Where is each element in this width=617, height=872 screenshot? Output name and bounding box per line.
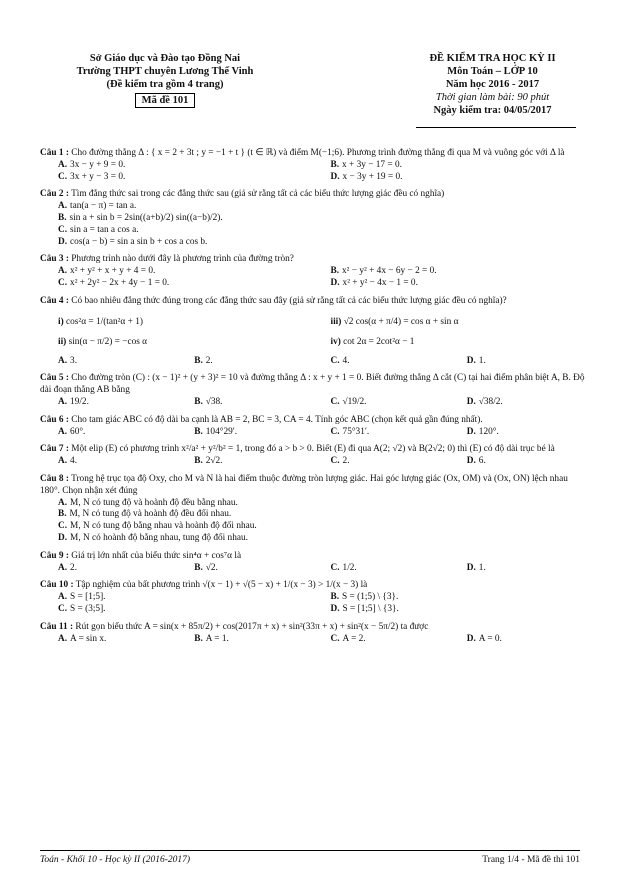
answer-options: [40, 160, 585, 184]
question-label: Câu 5 :: [40, 373, 69, 384]
question-text: Cho tam giác ABC có độ dài ba cạnh là AB = 2, BC = 3, CA = 4. Tính góc ABC (chọn kết quả gần đúng nhất).: [71, 414, 483, 425]
option-key: C.: [58, 277, 68, 288]
answer-option: [40, 498, 585, 510]
question-stem: [40, 474, 585, 498]
answer-option: [40, 213, 585, 225]
option-text: 3.: [70, 355, 78, 366]
answer-option: [40, 278, 313, 290]
answer-options: [40, 397, 585, 409]
answer-option: [40, 160, 313, 172]
option-key: B.: [194, 562, 203, 573]
option-key: D.: [466, 426, 476, 437]
option-key: A.: [58, 266, 68, 277]
answer-option: [176, 634, 312, 646]
answer-options: [40, 498, 585, 545]
spacer: [40, 647, 585, 651]
school-name: Trường THPT chuyên Lương Thế Vinh: [76, 66, 254, 77]
question: [40, 622, 585, 646]
answer-options: [40, 356, 585, 368]
question: [40, 444, 585, 468]
answer-option: [40, 592, 313, 604]
option-key: B.: [330, 592, 340, 603]
option-key: A.: [58, 396, 68, 407]
option-text: x² + y² − 4x − 1 = 0.: [342, 277, 418, 288]
option-key: D.: [330, 171, 340, 182]
question-stem: [40, 580, 585, 592]
option-text: M, N có tung độ và hoành độ đều đối nhau.: [69, 509, 232, 520]
option-key: A.: [58, 592, 68, 603]
option-key: B.: [330, 159, 340, 170]
question: [40, 254, 585, 289]
statement-list: [40, 312, 585, 352]
statement-text: cos²α = 1/(tan²α + 1): [66, 316, 143, 327]
question-label: Câu 8 :: [40, 473, 69, 484]
answer-option: [40, 509, 585, 521]
answer-options: [40, 456, 585, 468]
question-text: Một elip (E) có phương trình x²/a² + y²/b² = 1, trong đó a > b > 0. Biết (E) đi qua A(2; √2) và B(2√2; 0) thì (E) có độ dài trục bé là: [71, 444, 555, 455]
question-label: Câu 10 :: [40, 580, 74, 591]
question: [40, 551, 585, 575]
option-text: M, N có tung độ và hoành độ đều bằng nhau.: [70, 497, 238, 508]
answer-option: [40, 427, 176, 439]
option-key: B.: [58, 509, 67, 520]
question: [40, 296, 585, 368]
question-stem: [40, 189, 585, 201]
answer-options: [40, 592, 585, 616]
answer-option: [313, 563, 449, 575]
answer-option: [40, 456, 176, 468]
statement-key: iv): [330, 336, 341, 347]
option-text: x² + 2y² − 2x + 4y − 1 = 0.: [70, 277, 170, 288]
question-text: Cho đường tròn (C) : (x − 1)² + (y + 3)² = 10 và đường thẳng Δ : x + y + 1 = 0. Biết đường thẳng Δ cắt (C) tại hai điểm phân biệt A, B. Độ dài đoạn thẳng AB bằng: [40, 373, 585, 396]
answer-option: [40, 563, 176, 575]
header-rule: [416, 127, 576, 128]
answer-option: [449, 427, 585, 439]
option-key: D.: [330, 603, 340, 614]
answer-option: [40, 397, 176, 409]
question-stem: [40, 296, 585, 308]
option-text: 60°.: [70, 426, 86, 437]
subject: Môn Toán – LỚP 10: [447, 66, 538, 77]
question: [40, 189, 585, 248]
option-text: tan(a − π) = tan a.: [70, 201, 137, 212]
question-stem: [40, 373, 585, 397]
option-key: D.: [466, 396, 476, 407]
answer-option: [40, 533, 585, 545]
option-text: 4.: [70, 456, 78, 467]
answer-option: [313, 356, 449, 368]
answer-option: [40, 172, 313, 184]
question-stem: [40, 415, 585, 427]
question-text: Giá trị lớn nhất của biểu thức sin⁴α + cos⁷α là: [71, 550, 242, 561]
option-text: √19/2.: [342, 396, 367, 407]
answer-option: [449, 397, 585, 409]
option-text: x − 3y + 19 = 0.: [342, 171, 403, 182]
option-key: D.: [466, 633, 476, 644]
question-text: Phương trình nào dưới đây là phương trình của đường tròn?: [71, 254, 294, 265]
answer-option: [40, 604, 313, 616]
footer-left: Toán - Khối 10 - Học kỳ II (2016-2017): [40, 855, 191, 865]
option-key: A.: [58, 633, 68, 644]
pages-note: (Đề kiểm tra gồm 4 trang): [106, 79, 224, 90]
answer-options: [40, 563, 585, 575]
option-key: C.: [330, 633, 340, 644]
option-text: √38.: [205, 396, 223, 407]
answer-option: [313, 634, 449, 646]
option-key: B.: [330, 266, 340, 277]
statement-text: cot 2α = 2cot²α − 1: [343, 336, 415, 347]
answer-option: [313, 592, 586, 604]
question-label: Câu 11 :: [40, 621, 74, 632]
option-text: 2√2.: [205, 456, 223, 467]
option-key: B.: [194, 456, 203, 467]
option-text: S = [1;5] \ {3}.: [342, 603, 399, 614]
option-text: S = (1;5) \ {3}.: [342, 592, 399, 603]
option-key: C.: [330, 396, 340, 407]
option-text: M, N có tung độ bằng nhau và hoành độ đối nhau.: [70, 521, 257, 532]
question: [40, 415, 585, 439]
answer-option: [313, 456, 449, 468]
option-text: 120°.: [478, 426, 499, 437]
option-key: B.: [58, 212, 67, 223]
exam-date: Ngày kiểm tra: 04/05/2017: [433, 105, 552, 116]
option-key: C.: [58, 171, 68, 182]
answer-options: [40, 266, 585, 290]
statement: [40, 312, 313, 332]
department: Sở Giáo dục và Đào tạo Đồng Nai: [89, 53, 241, 64]
answer-option: [313, 397, 449, 409]
answer-option: [449, 563, 585, 575]
option-key: B.: [194, 633, 203, 644]
option-text: x² − y² + 4x − 6y − 2 = 0.: [342, 266, 437, 277]
option-key: A.: [58, 456, 68, 467]
answer-options: [40, 201, 585, 248]
question-label: Câu 4 :: [40, 295, 69, 306]
option-key: C.: [330, 426, 340, 437]
question: [40, 373, 585, 408]
question-label: Câu 3 :: [40, 254, 69, 265]
option-key: B.: [194, 396, 203, 407]
option-key: A.: [58, 497, 68, 508]
question-text: Có bao nhiêu đẳng thức đúng trong các đẳng thức sau đây (giả sử rằng tất cả các biểu thức lượng giác đều có nghĩa)?: [71, 295, 507, 306]
answer-option: [40, 356, 176, 368]
answer-option: [176, 427, 312, 439]
option-key: C.: [330, 456, 340, 467]
option-key: A.: [58, 159, 68, 170]
answer-option: [313, 172, 586, 184]
option-text: A = 1.: [205, 633, 229, 644]
option-key: A.: [58, 201, 68, 212]
answer-options: [40, 634, 585, 646]
question-label: Câu 7 :: [40, 444, 69, 455]
option-key: C.: [58, 521, 68, 532]
option-text: A = 2.: [342, 633, 366, 644]
option-text: S = (3;5].: [70, 603, 106, 614]
footer-right: Trang 1/4 - Mã đề thi 101: [482, 855, 580, 865]
option-text: 19/2.: [70, 396, 89, 407]
option-key: C.: [330, 562, 340, 573]
statement-key: ii): [58, 336, 67, 347]
option-key: D.: [466, 355, 476, 366]
question-stem: [40, 444, 585, 456]
option-text: sin a + sin b = 2sin((a+b)/2) sin((a−b)/2).: [69, 212, 223, 223]
page-footer: [40, 850, 580, 865]
option-text: x² + y² + x + y + 4 = 0.: [70, 266, 156, 277]
answer-option: [40, 225, 585, 237]
question-label: Câu 6 :: [40, 414, 69, 425]
statement: [40, 332, 313, 352]
question-stem: [40, 551, 585, 563]
answer-option: [40, 521, 585, 533]
answer-option: [313, 266, 586, 278]
option-text: 2.: [342, 456, 350, 467]
question-list: [40, 148, 585, 651]
statement-text: sin(α − π/2) = −cos α: [68, 336, 148, 347]
question-label: Câu 9 :: [40, 550, 69, 561]
answer-options: [40, 427, 585, 439]
question-text: Cho đường thẳng Δ : { x = 2 + 3t ; y = −1 + t } (t ∈ ℝ) và điểm M(−1;6). Phương trình đường thẳng đi qua M và vuông góc với Δ là: [71, 148, 565, 158]
statement-text: √2 cos(α + π/4) = cos α + sin α: [343, 316, 459, 327]
school-year: Năm học 2016 - 2017: [445, 79, 540, 90]
option-key: D.: [330, 277, 340, 288]
option-text: 75°31′.: [342, 426, 370, 437]
answer-option: [40, 201, 585, 213]
option-text: cos(a − b) = sin a sin b + cos a cos b.: [70, 236, 208, 247]
exam-title: ĐỀ KIỂM TRA HỌC KỲ II: [429, 53, 556, 64]
option-text: A = 0.: [478, 633, 502, 644]
option-key: B.: [194, 426, 203, 437]
header-left: [40, 52, 290, 108]
option-key: C.: [58, 224, 68, 235]
option-text: √2.: [205, 562, 218, 573]
option-key: A.: [58, 426, 68, 437]
option-text: √38/2.: [478, 396, 503, 407]
answer-option: [176, 563, 312, 575]
statement-key: i): [58, 316, 64, 327]
option-text: 1/2.: [342, 562, 357, 573]
question: [40, 580, 585, 615]
option-text: 2.: [70, 562, 78, 573]
question: [40, 474, 585, 545]
option-text: 104°29′.: [205, 426, 238, 437]
question-text: Rút gọn biểu thức A = sin(x + 85π/2) + cos(2017π + x) + sin²(33π + x) + sin²(x − 5π/2) ta được: [75, 621, 429, 632]
option-text: 2.: [205, 355, 213, 366]
question-label: Câu 1 :: [40, 148, 69, 158]
option-text: 1.: [478, 355, 486, 366]
option-text: x + 3y − 17 = 0.: [342, 159, 402, 170]
question-stem: [40, 622, 585, 634]
question-text: Tập nghiệm của bất phương trình √(x − 1) + √(5 − x) + 1/(x − 3) > 1/(x − 3) là: [75, 580, 368, 591]
option-text: S = [1;5].: [70, 592, 106, 603]
question: [40, 148, 585, 183]
answer-option: [449, 634, 585, 646]
statement: [313, 332, 586, 352]
question-label: Câu 2 :: [40, 189, 69, 200]
question-stem: [40, 254, 585, 266]
answer-option: [449, 456, 585, 468]
exam-code: Mã đề 101: [135, 93, 196, 108]
option-text: sin a = tan a cos a.: [70, 224, 139, 235]
answer-option: [176, 356, 312, 368]
option-key: C.: [58, 603, 68, 614]
option-key: A.: [58, 562, 68, 573]
answer-option: [40, 634, 176, 646]
option-text: M, N có hoành độ bằng nhau, tung độ đối nhau.: [70, 532, 248, 543]
answer-option: [176, 456, 312, 468]
question-stem: [40, 148, 585, 160]
option-key: D.: [466, 456, 476, 467]
answer-option: [313, 278, 586, 290]
answer-option: [40, 266, 313, 278]
statement-key: iii): [330, 316, 342, 327]
answer-option: [40, 237, 585, 249]
option-text: 3x − y + 9 = 0.: [70, 159, 126, 170]
duration: Thời gian làm bài: 90 phút: [435, 92, 550, 103]
option-key: A.: [58, 355, 68, 366]
header-right: [395, 52, 590, 117]
option-text: 6.: [478, 456, 486, 467]
option-text: 1.: [478, 562, 486, 573]
answer-option: [313, 160, 586, 172]
question-text: Tìm đẳng thức sai trong các đẳng thức sau (giả sử rằng tất cả các biểu thức lượng giác đều có nghĩa): [71, 189, 445, 200]
option-text: 4.: [342, 355, 350, 366]
option-key: C.: [330, 355, 340, 366]
option-key: D.: [58, 532, 68, 543]
answer-option: [313, 604, 586, 616]
option-key: B.: [194, 355, 203, 366]
option-key: D.: [466, 562, 476, 573]
answer-option: [313, 427, 449, 439]
option-key: D.: [58, 236, 68, 247]
option-text: 3x + y − 3 = 0.: [70, 171, 126, 182]
statement: [313, 312, 586, 332]
answer-option: [176, 397, 312, 409]
option-text: A = sin x.: [70, 633, 107, 644]
answer-option: [449, 356, 585, 368]
question-text: Trong hệ trục tọa độ Oxy, cho M và N là hai điểm thuộc đường tròn lượng giác. Hai góc lượng giác (Ox, OM) và (Ox, ON) lệch nhau 180°. Chọn nhận xét đúng: [40, 473, 568, 496]
